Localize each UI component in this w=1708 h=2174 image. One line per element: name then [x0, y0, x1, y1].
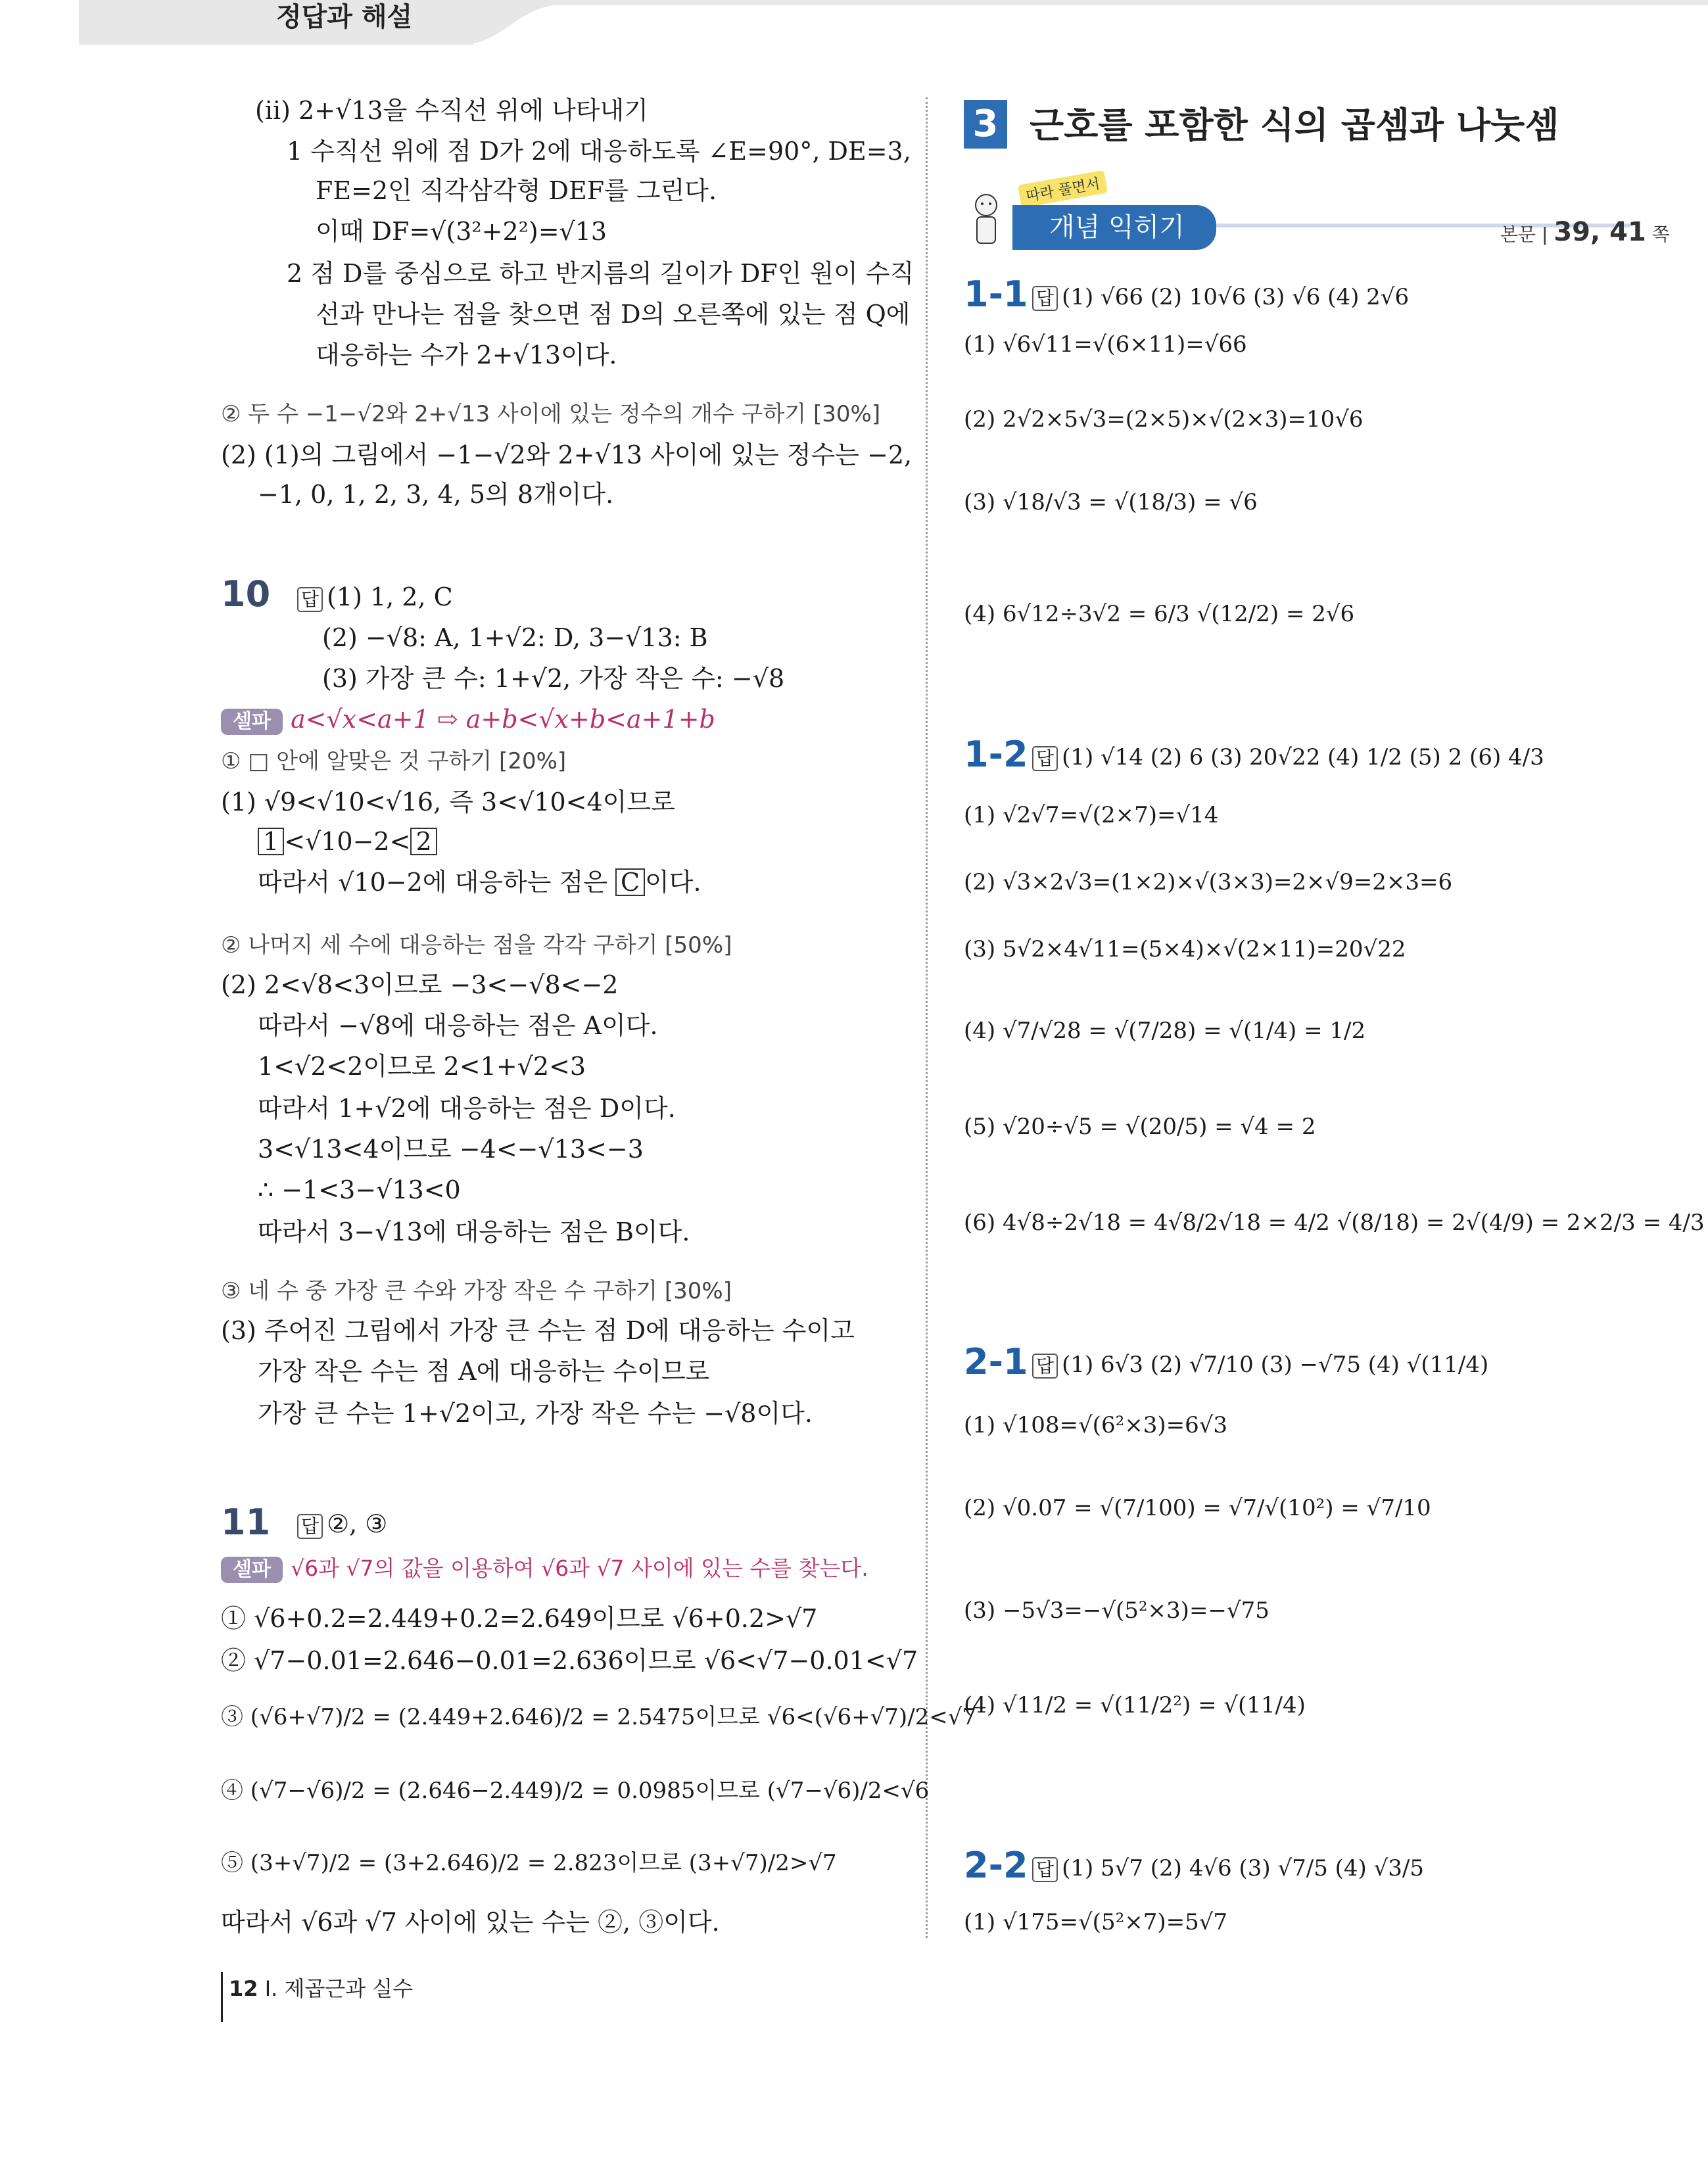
right-line: (6) 4√8÷2√18 = 4√8/2√18 = 4/2 √(8/18) = 2√(4/9) = 2×2/3 = 4/3 — [964, 1210, 1705, 1236]
right-line: (3) −5√3=−√(5²×3)=−√75 — [964, 1597, 1269, 1624]
section-number: 3 — [964, 100, 1007, 149]
right-line: (1) √175=√(5²×7)=5√7 — [964, 1909, 1228, 1935]
selpa-text: √6과 √7의 값을 이용하여 √6과 √7 사이에 있는 수를 찾는다. — [291, 1555, 868, 1581]
selpa-line — [221, 703, 715, 735]
answer-text: (1) √14 (2) 6 (3) 20√22 (4) 1/2 (5) 2 (6) 4/3 — [1062, 744, 1544, 770]
left-line: 2 점 D를 중심으로 하고 반지름의 길이가 DF인 원이 수직 — [287, 259, 914, 288]
footer-rule — [221, 1972, 223, 2022]
right-line: (4) 6√12÷3√2 = 6/3 √(12/2) = 2√6 — [964, 601, 1355, 627]
left-line: 3<√13<4이므로 −4<−√13<−3 — [258, 1135, 644, 1164]
problem-number: 1-1 — [964, 273, 1028, 315]
left-line: 1 수직선 위에 점 D가 2에 대응하도록 ∠E=90°, DE=3, — [287, 137, 911, 166]
left-line: 따라서 √6과 √7 사이에 있는 수는 ②, ③이다. — [221, 1908, 720, 1937]
inequality-text: <√10−2< — [284, 827, 411, 856]
left-line: (2) (1)의 그림에서 −1−√2와 2+√13 사이에 있는 정수는 −2, — [221, 440, 913, 469]
right-line: (4) √7/√28 = √(7/28) = √(1/4) = 1/2 — [964, 1018, 1366, 1044]
answer-line — [1032, 281, 1409, 313]
answer-line — [297, 581, 453, 613]
left-line: ④ (√7−√6)/2 = (2.646−2.449)/2 = 0.0985이므로 (√7−√6)/2<√6 — [221, 1778, 930, 1804]
answer-text: (1) 6√3 (2) √7/10 (3) −√75 (4) √(11/4) — [1062, 1352, 1489, 1378]
selpa-line — [221, 1551, 868, 1584]
right-line: (3) 5√2×4√11=(5×4)×√(2×11)=20√22 — [964, 936, 1406, 962]
left-line: (1) √9<√10<√16, 즉 3<√10<4이므로 — [221, 788, 675, 816]
step-heading: ③ 네 수 중 가장 큰 수와 가장 작은 수 구하기 [30%] — [221, 1278, 732, 1304]
right-line: (2) √3×2√3=(1×2)×√(3×3)=2×√9=2×3=6 — [964, 869, 1453, 895]
answer-mark: 답 — [1032, 1354, 1058, 1379]
boxed-value: 1 — [258, 828, 284, 855]
left-line: −1, 0, 1, 2, 3, 4, 5의 8개이다. — [258, 480, 614, 509]
step-heading: ② 두 수 −1−√2와 2+√13 사이에 있는 정수의 개수 구하기 [30%] — [221, 401, 881, 427]
answer-mark: 답 — [297, 1514, 323, 1539]
answer-line — [1032, 1853, 1424, 1884]
left-line: ② √7−0.01=2.646−0.01=2.636이므로 √6<√7−0.01<√7 — [221, 1646, 918, 1675]
answer-text: (1) √66 (2) 10√6 (3) √6 (4) 2√6 — [1062, 284, 1410, 310]
header-band — [0, 0, 1708, 45]
column-divider — [926, 97, 928, 1938]
step-heading: ② 나머지 세 수에 대응하는 점을 각각 구하기 [50%] — [221, 932, 732, 958]
step-heading: ① □ 안에 알맞은 것 구하기 [20%] — [221, 748, 567, 774]
header-title: 정답과 해설 — [276, 2, 413, 32]
left-line: 대응하는 수가 2+√13이다. — [316, 341, 617, 369]
answer-line: (3) 가장 큰 수: 1+√2, 가장 작은 수: −√8 — [322, 664, 785, 693]
problem-number: 2-1 — [964, 1341, 1028, 1382]
boxed-value: C — [615, 868, 645, 896]
question-number: 10 — [221, 573, 271, 615]
left-line: 따라서 −√8에 대응하는 점은 A이다. — [258, 1011, 658, 1040]
answer-mark: 답 — [1032, 746, 1058, 771]
page-number: 12 — [229, 1976, 258, 2001]
chapter-title: I. 제곱근과 실수 — [264, 1976, 414, 2001]
page-prefix: 본문 | — [1500, 224, 1548, 245]
selpa-tag: 셀파 — [221, 709, 283, 735]
answer-mark: 답 — [297, 587, 323, 612]
left-line: (ii) 2+√13을 수직선 위에 나타내기 — [255, 96, 648, 125]
answer-line — [297, 1508, 387, 1540]
selpa-text: a<√x<a+1 ⇨ a+b<√x+b<a+1+b — [291, 705, 715, 734]
right-line: (1) √2√7=√(2×7)=√14 — [964, 802, 1219, 828]
right-line: (2) √0.07 = √(7/100) = √7/√(10²) = √7/10 — [964, 1495, 1431, 1521]
left-line: FE=2인 직각삼각형 DEF를 그린다. — [316, 176, 717, 205]
answer-mark: 답 — [1032, 1857, 1058, 1882]
right-line: (5) √20÷√5 = √(20/5) = √4 = 2 — [964, 1114, 1316, 1140]
answer-mark: 답 — [1032, 286, 1058, 311]
section-title: 근호를 포함한 식의 곱셈과 나눗셈 — [1030, 105, 1559, 146]
question-number: 11 — [221, 1501, 271, 1543]
left-line: 따라서 1+√2에 대응하는 점은 D이다. — [258, 1094, 676, 1123]
right-line: (3) √18/√3 = √(18/3) = √6 — [964, 489, 1258, 515]
problem-number: 1-2 — [964, 734, 1028, 775]
right-line: (1) √6√11=√(6×11)=√66 — [964, 331, 1247, 358]
page-suffix: 쪽 — [1651, 224, 1670, 245]
text: 이다. — [645, 868, 701, 897]
answer-line — [1032, 742, 1544, 773]
mascot-icon — [966, 191, 1006, 250]
follow-tag: 따라 풀면서 — [1018, 170, 1108, 208]
answer-line — [1032, 1349, 1488, 1381]
boxed-value: 2 — [410, 828, 437, 855]
left-line — [258, 826, 437, 857]
left-line: 가장 작은 수는 점 A에 대응하는 수이므로 — [258, 1357, 710, 1386]
page-ref-number: 39, 41 — [1554, 217, 1646, 247]
left-line: 따라서 3−√13에 대응하는 점은 B이다. — [258, 1217, 690, 1246]
concept-banner: 개념 익히기 — [1012, 205, 1216, 250]
text: 따라서 √10−2에 대응하는 점은 — [258, 868, 615, 897]
answer-text: (1) 5√7 (2) 4√6 (3) √7/5 (4) √3/5 — [1062, 1855, 1424, 1881]
left-line: ③ (√6+√7)/2 = (2.449+2.646)/2 = 2.5475이므로 √6<(√6+√7)/2<√7 — [221, 1704, 977, 1730]
answer-text: (1) 1, 2, C — [327, 582, 453, 611]
right-line: (1) √108=√(6²×3)=6√3 — [964, 1412, 1228, 1438]
left-line: 선과 만나는 점을 찾으면 점 D의 오른쪽에 있는 점 Q에 — [316, 300, 911, 329]
page-reference — [1500, 217, 1670, 247]
footer — [229, 1972, 413, 2002]
selpa-tag: 셀파 — [221, 1557, 283, 1583]
problem-number: 2-2 — [964, 1845, 1028, 1886]
left-line: 가장 큰 수는 1+√2이고, 가장 작은 수는 −√8이다. — [258, 1399, 813, 1428]
left-line — [258, 866, 701, 898]
left-line: ⑤ (3+√7)/2 = (3+2.646)/2 = 2.823이므로 (3+√7)/2>√7 — [221, 1850, 837, 1876]
right-line: (2) 2√2×5√3=(2×5)×√(2×3)=10√6 — [964, 406, 1364, 433]
left-line: ∴ −1<3−√13<0 — [258, 1175, 461, 1204]
left-line: ① √6+0.2=2.449+0.2=2.649이므로 √6+0.2>√7 — [221, 1604, 818, 1633]
left-line: 1<√2<2이므로 2<1+√2<3 — [258, 1052, 586, 1081]
answer-line: (2) −√8: A, 1+√2: D, 3−√13: B — [322, 623, 708, 652]
left-line: 이때 DF=√(3²+2²)=√13 — [316, 217, 607, 246]
answer-text: ②, ③ — [327, 1509, 388, 1538]
left-line: (3) 주어진 그림에서 가장 큰 수는 점 D에 대응하는 수이고 — [221, 1316, 855, 1345]
left-line: (2) 2<√8<3이므로 −3<−√8<−2 — [221, 970, 619, 999]
right-line: (4) √11/2 = √(11/2²) = √(11/4) — [964, 1692, 1306, 1718]
